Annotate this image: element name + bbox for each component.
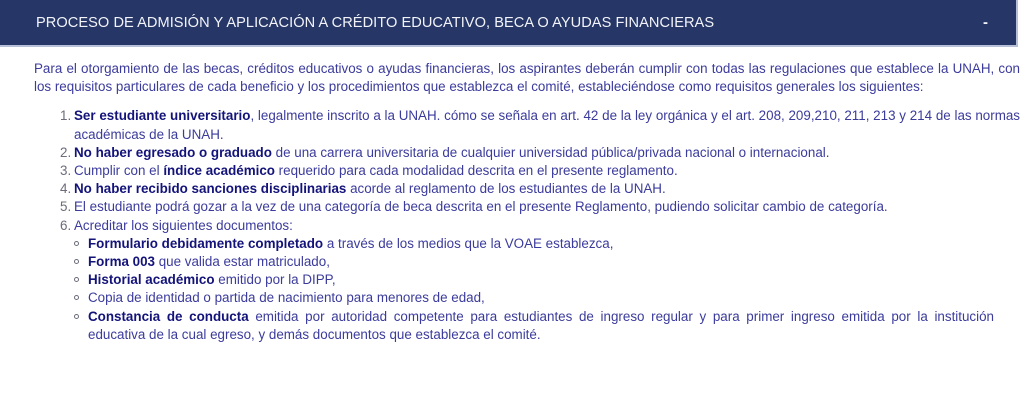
requirement-item-4 — [60, 180, 1020, 198]
requirement-bold-text: Ser estudiante universitario — [74, 108, 251, 124]
requirement-pre-text: Cumplir con el — [74, 163, 164, 179]
requirement-item-1 — [60, 107, 1020, 143]
requirement-item-5 — [60, 198, 1020, 216]
accordion-header[interactable] — [0, 0, 1018, 47]
requirement-post-text: de una carrera universitaria de cualquier universidad pública/privada nacional o internacional. — [271, 144, 830, 160]
requirement-bold-text: No haber egresado o graduado — [74, 144, 272, 160]
requirement-bold-text: índice académico — [163, 163, 275, 179]
document-text — [88, 235, 994, 253]
circle-bullet-icon — [74, 308, 88, 344]
document-post-text: emitido por la DIPP, — [214, 272, 336, 288]
requirement-post-text: requerido para cada modalidad descrita en el presente reglamento. — [274, 163, 678, 179]
document-post-text: emitida por autoridad competente para estudiantes de ingreso regular y para primer ingreso emitida por la institución educativa de la cual egreso, y demás documentos que establezca el comité. — [88, 308, 994, 342]
requirement-text — [74, 107, 1020, 143]
document-bold-text: Forma 003 — [88, 254, 155, 270]
requirement-number: 6. — [60, 217, 72, 233]
requirement-number: 5. — [60, 199, 72, 215]
requirement-post-text: acorde al reglamento de los estudiantes de la UNAH. — [346, 181, 666, 197]
requirement-number: 1. — [60, 108, 72, 124]
document-bold-text: Formulario debidamente completado — [88, 235, 324, 251]
requirement-item-2 — [60, 144, 1020, 162]
document-text — [88, 271, 994, 289]
requirement-number: 3. — [60, 163, 72, 179]
requirement-text — [74, 144, 1020, 162]
document-text — [88, 253, 994, 271]
document-text — [88, 308, 994, 344]
document-pre-text: Copia de identidad o partida de nacimiento para menores de edad, — [88, 290, 485, 306]
requirement-item-3 — [60, 162, 1020, 180]
intro-paragraph: Para el otorgamiento de las becas, créditos educativos o ayudas financieras, los aspirantes deberán cumplir con todas las regulaciones que establece la UNAH, con los requisitos particulares de cada beneficio y los procedimientos que establezca el comité, estableciéndose como requisitos generales los siguientes: — [34, 61, 1020, 95]
circle-bullet-icon — [74, 271, 88, 289]
requirement-pre-text: El estudiante podrá gozar a la vez de una categoría de beca descrita en el presente Reglamento, pudiendo solicitar cambio de categoría. — [74, 199, 888, 215]
requirement-text — [74, 180, 1020, 198]
requirement-item-6 — [60, 217, 1020, 235]
documents-list — [74, 235, 994, 344]
document-item-5 — [74, 308, 994, 344]
requirement-pre-text: Acreditar los siguientes documentos: — [74, 217, 293, 233]
requirement-text — [74, 217, 1020, 235]
document-post-text: que valida estar matriculado, — [155, 254, 330, 270]
document-post-text: a través de los medios que la VOAE establezca, — [323, 235, 614, 251]
document-item-1 — [74, 235, 994, 253]
requirement-number: 4. — [60, 181, 72, 197]
requirement-text — [74, 198, 1020, 216]
document-item-3 — [74, 271, 994, 289]
circle-bullet-icon — [74, 253, 88, 271]
requirement-post-text: , legalmente inscrito a la UNAH. cómo se señala en art. 42 de la ley orgánica y el art. 208, 209,210, 211, 213 y 214 de las normas académicas de la UNAH. — [74, 108, 1020, 142]
collapse-icon[interactable]: - — [983, 14, 988, 31]
accordion-body — [0, 47, 1020, 344]
document-bold-text: Constancia de conducta — [88, 308, 249, 324]
document-item-4 — [74, 289, 994, 307]
requirement-bold-text: No haber recibido sanciones disciplinarias — [74, 181, 347, 197]
requirements-list — [60, 107, 1020, 234]
document-text — [88, 289, 994, 307]
document-item-2 — [74, 253, 994, 271]
circle-bullet-icon — [74, 235, 88, 253]
circle-bullet-icon — [74, 289, 88, 307]
accordion-title: PROCESO DE ADMISIÓN Y APLICACIÓN A CRÉDITO EDUCATIVO, BECA O AYUDAS FINANCIERAS — [36, 14, 715, 31]
document-bold-text: Historial académico — [88, 272, 215, 288]
requirement-text — [74, 162, 1020, 180]
requirement-number: 2. — [60, 144, 72, 160]
